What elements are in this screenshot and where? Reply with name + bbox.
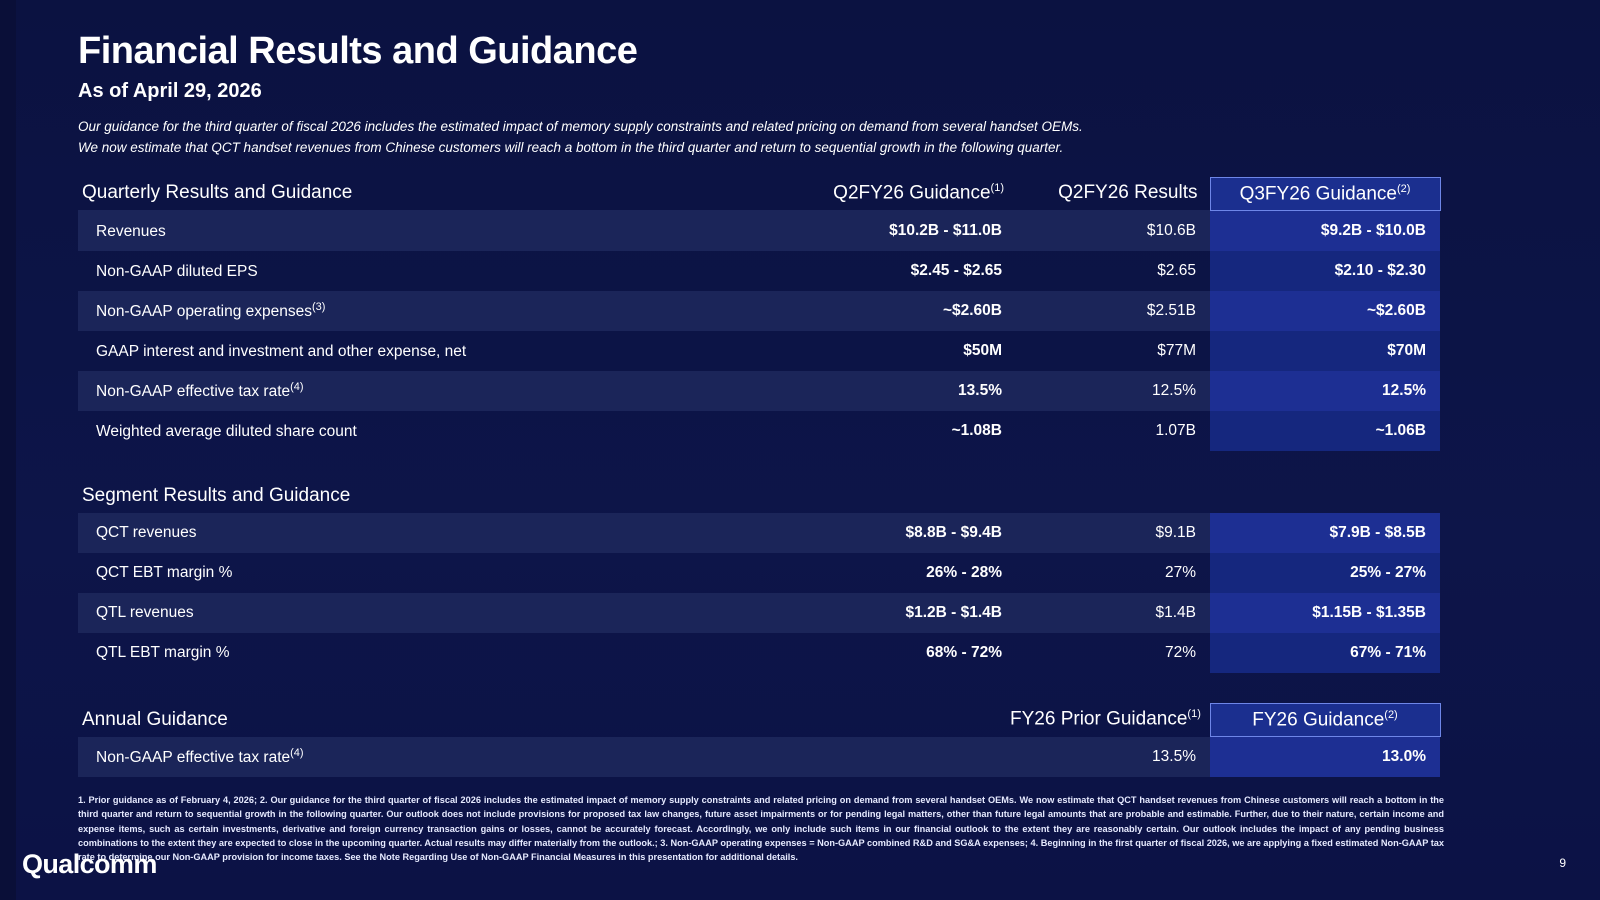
section-spacer xyxy=(78,451,1528,481)
row-prior-guidance: 13.5% xyxy=(1152,747,1196,765)
row-label-text: QTL EBT margin % xyxy=(96,643,230,661)
row-results: $9.1B xyxy=(1155,523,1196,541)
section-spacer xyxy=(78,673,1528,703)
row-guidance: 13.5% xyxy=(958,381,1002,399)
row-label-text: Revenues xyxy=(96,222,166,240)
table-row xyxy=(78,210,1440,251)
row-label xyxy=(78,737,1010,778)
row-label-text: QTL revenues xyxy=(96,603,194,621)
row-label-text: QCT EBT margin % xyxy=(96,563,233,581)
row-results: $1.4B xyxy=(1155,603,1196,621)
table-row xyxy=(78,411,1440,451)
row-label-sup: (3) xyxy=(312,300,326,313)
page-subtitle: As of April 29, 2026 xyxy=(78,79,262,102)
table-row xyxy=(78,633,1440,673)
quarterly-header-next-guidance-sup: (2) xyxy=(1396,182,1411,195)
row-next-guidance: ~$2.60B xyxy=(1210,291,1440,331)
segment-header-results xyxy=(1016,481,1210,513)
row-guidance: 68% - 72% xyxy=(926,643,1002,661)
lead-line-1: Our guidance for the third quarter of fiscal 2026 includes the estimated impact of memory supply constraints and related pricing on demand from several handset OEMs. xyxy=(78,118,1083,134)
quarterly-header-row xyxy=(78,177,1440,210)
row-label xyxy=(78,331,766,371)
row-results: $77M xyxy=(1157,341,1196,359)
row-results: 12.5% xyxy=(1152,381,1196,399)
table-row xyxy=(78,593,1440,633)
row-label xyxy=(78,411,766,451)
quarterly-header-guidance-sup: (1) xyxy=(990,182,1004,195)
row-label xyxy=(78,593,766,633)
row-next-guidance: $2.10 - $2.30 xyxy=(1210,251,1440,291)
segment-header-next-guidance xyxy=(1210,481,1440,513)
annual-header-current-label: FY26 Guidance xyxy=(1252,709,1385,731)
row-guidance: $8.8B - $9.4B xyxy=(905,523,1002,541)
segment-header-row xyxy=(78,481,1440,513)
table-row xyxy=(78,331,1440,371)
row-results: 27% xyxy=(1164,563,1196,581)
row-current-guidance: 13.0% xyxy=(1210,737,1440,778)
row-guidance: 26% - 28% xyxy=(926,563,1002,581)
row-label xyxy=(78,633,766,673)
row-results: $2.51B xyxy=(1146,301,1196,319)
row-label-text: Non-GAAP operating expenses xyxy=(96,302,312,320)
quarterly-section-title: Quarterly Results and Guidance xyxy=(82,182,353,204)
row-label-text: Weighted average diluted share count xyxy=(96,422,357,440)
row-guidance: ~1.08B xyxy=(951,421,1002,439)
row-guidance: $2.45 - $2.65 xyxy=(910,261,1002,279)
annual-header-current-guidance xyxy=(1210,703,1440,736)
annual-header-prior-guidance xyxy=(1010,703,1210,736)
quarterly-header-guidance xyxy=(766,177,1016,210)
lead-paragraph xyxy=(78,117,1528,159)
lead-line-2: We now estimate that QCT handset revenues from Chinese customers will reach a bottom in the third quarter and return to sequential growth in the following quarter. xyxy=(78,139,1064,155)
quarterly-header-next-guidance-label: Q3FY26 Guidance xyxy=(1239,182,1397,204)
annual-guidance-table xyxy=(78,703,1441,777)
quarterly-header-next-guidance xyxy=(1210,177,1440,210)
row-next-guidance: 67% - 71% xyxy=(1210,633,1440,673)
row-results: $2.65 xyxy=(1157,261,1196,279)
annual-header-row xyxy=(78,703,1440,736)
row-next-guidance: $70M xyxy=(1210,331,1440,371)
annual-section-title: Annual Guidance xyxy=(82,708,228,730)
annual-header-prior-label: FY26 Prior Guidance xyxy=(1010,708,1188,730)
left-edge-accent xyxy=(0,0,16,900)
footnotes: 1. Prior guidance as of February 4, 2026; 2. Our guidance for the third quarter of fiscal 2026 includes the estimated impact of memory supply constraints and related pricing on demand from several handset OEMs. We now estimate that QCT handset revenues from Chinese customers will reach a bottom in the third quarter and return to sequential growth in the following quarter. Our outlook does not include provisions for proposed tax law changes, future asset impairments or for pending legal matters, other than future legal amounts that are probable and estimable. Further, due to their nature, certain income and expense items, such as certain investments, derivative and foreign currency transaction gains or losses, cannot be accurately forecast. Accordingly, we only include such items in our financial outlook to the extent they are reasonably certain. Our outlook includes the impact of any pending business combinations to the extent they are expected to close in the upcoming quarter. Actual results may differ materially from the outlook.; 3. Non-GAAP operating expenses = Non-GAAP combined R&D and SG&A expenses; 4. Beginning in the first quarter of fiscal 2026, we are applying a fixed estimated Non-GAAP tax rate to determine our Non-GAAP provision for income taxes. See the Note Regarding Use of Non-GAAP Financial Measures in this presentation for additional details. xyxy=(78,795,1444,863)
row-label-text: GAAP interest and investment and other expense, net xyxy=(96,342,467,360)
quarterly-header-guidance-label: Q2FY26 Guidance xyxy=(833,182,991,204)
table-row xyxy=(78,371,1440,411)
row-label xyxy=(78,251,766,291)
row-next-guidance: 12.5% xyxy=(1210,371,1440,411)
row-label xyxy=(78,210,766,251)
quarterly-results-table xyxy=(78,177,1441,451)
row-guidance: ~$2.60B xyxy=(942,301,1002,319)
row-label xyxy=(78,513,766,553)
row-label-text: Non-GAAP diluted EPS xyxy=(96,262,258,280)
row-next-guidance: ~1.06B xyxy=(1210,411,1440,451)
row-label xyxy=(78,553,766,593)
row-label-sup: (4) xyxy=(290,746,304,759)
row-label xyxy=(78,291,766,331)
row-guidance: $1.2B - $1.4B xyxy=(905,603,1002,621)
page-title: Financial Results and Guidance xyxy=(78,30,638,72)
table-row xyxy=(78,737,1440,778)
segment-results-table xyxy=(78,481,1440,673)
table-row xyxy=(78,513,1440,553)
annual-header-current-sup: (2) xyxy=(1384,708,1398,721)
page-number: 9 xyxy=(1559,856,1566,870)
row-label-text: Non-GAAP effective tax rate xyxy=(96,749,291,767)
row-guidance: $50M xyxy=(963,341,1002,359)
table-row xyxy=(78,251,1440,291)
quarterly-header-results: Q2FY26 Results xyxy=(1058,182,1198,204)
qualcomm-logo: Qualcomm xyxy=(22,849,157,879)
row-label-text: Non-GAAP effective tax rate xyxy=(96,382,291,400)
segment-header-guidance xyxy=(766,481,1016,513)
row-next-guidance: $9.2B - $10.0B xyxy=(1210,210,1440,251)
row-results: 1.07B xyxy=(1155,421,1196,439)
row-next-guidance: 25% - 27% xyxy=(1210,553,1440,593)
table-row xyxy=(78,553,1440,593)
segment-section-title: Segment Results and Guidance xyxy=(82,484,351,506)
row-next-guidance: $7.9B - $8.5B xyxy=(1210,513,1440,553)
row-label-sup: (4) xyxy=(290,380,304,393)
row-guidance: $10.2B - $11.0B xyxy=(889,221,1002,239)
row-results: $10.6B xyxy=(1146,221,1196,239)
slide-content xyxy=(78,30,1528,864)
row-label-text: QCT revenues xyxy=(96,523,197,541)
row-results: 72% xyxy=(1164,643,1196,661)
row-next-guidance: $1.15B - $1.35B xyxy=(1210,593,1440,633)
annual-header-prior-sup: (1) xyxy=(1187,708,1201,721)
table-row xyxy=(78,291,1440,331)
row-label xyxy=(78,371,766,411)
